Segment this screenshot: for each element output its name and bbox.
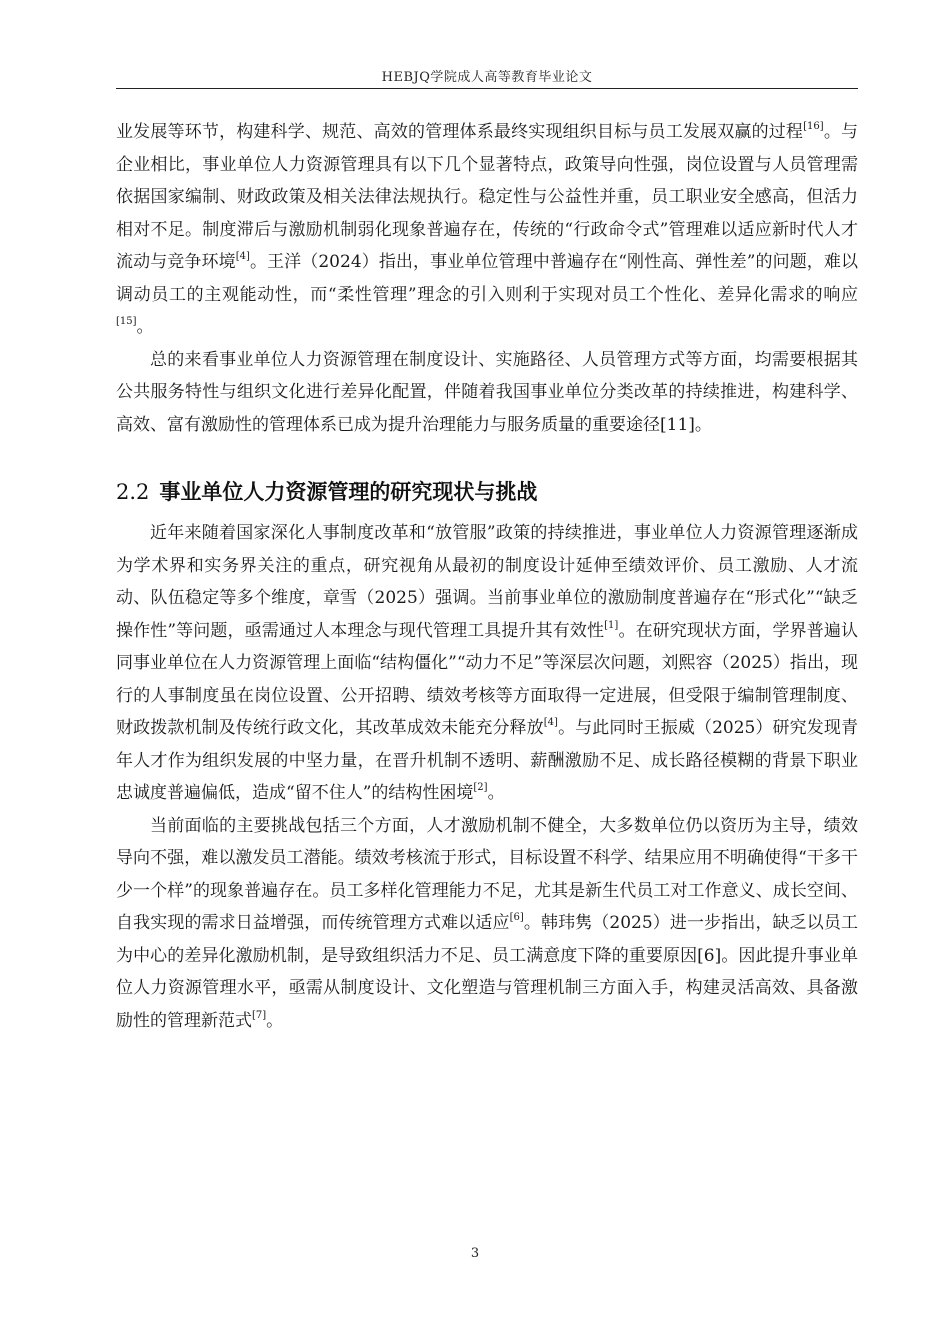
citation-ref: [4]	[235, 251, 250, 263]
paragraph-text: 。	[487, 783, 505, 803]
paragraph-text: 。	[136, 317, 154, 337]
paragraph-text: 。在研究现状方面，学界普遍认同事业单位在人力资源管理上面临“结构僵化”“动力不足”等深层次问题，刘熙容（2025）指出，现行的人事制度虽在岗位设置、公开招聘、绩效考核等方面取得一定进展，但受限于编制管理制度、财政拨款机制及传统行政文化，其改革成效未能充分释放	[116, 620, 858, 738]
page-body	[116, 116, 858, 1037]
section-number: 2.2	[116, 480, 150, 504]
paragraph-text: 。与企业相比，事业单位人力资源管理具有以下几个显著特点，政策导向性强，岗位设置与人员管理需依据国家编制、财政政策及相关法律法规执行。稳定性与公益性并重，员工职业安全感高，但活力相对不足。制度滞后与激励机制弱化现象普遍存在，传统的“行政命令式”管理难以适应新时代人才流动与竞争环境	[116, 122, 859, 272]
citation-ref: [15]	[116, 316, 137, 328]
paragraph-text: 。	[266, 1010, 284, 1031]
paragraph-text: 近年来随着国家深化人事制度改革和“放管服”政策的持续推进，事业单位人力资源管理逐渐成为学术界和实务界关注的重点，研究视角从最初的制度设计延伸至绩效评价、员工激励、人才流动、队伍稳定等多个维度，章雪（2025）强调。当前事业单位的激励制度普遍存在“形式化”“缺乏操作性”等问题，亟需通过人本理念与现代管理工具提升其有效性	[116, 523, 858, 641]
paragraph	[116, 344, 858, 442]
paragraph-text: 。王洋（2024）指出，事业单位管理中普遍存在“刚性高、弹性差”的问题，难以调动员工的主观能动性，而“柔性管理”理念的引入则利于实现对员工个性化、差异化需求的响应	[116, 252, 858, 305]
top-paragraphs	[116, 116, 858, 441]
paragraph-text: 。韩玮隽（2025）进一步指出，缺乏以员工为中心的差异化激励机制，是导致组织活力不足、员工满意度下降的重要原因[6]。因此提升事业单位人力资源管理水平，亟需从制度设计、文化塑造与管理机制三方面入手，构建灵活高效、具备激励性的管理新范式	[116, 913, 859, 1031]
citation-ref: [2]	[473, 782, 488, 794]
paragraph	[116, 517, 858, 810]
running-header: HEBJQ学院成人高等教育毕业论文	[381, 70, 593, 85]
paragraph	[116, 810, 858, 1038]
section-heading	[116, 475, 858, 509]
paragraph	[116, 116, 858, 344]
section-paragraphs	[116, 517, 858, 1037]
paragraph-text: 业发展等环节，构建科学、规范、高效的管理体系最终实现组织目标与员工发展双赢的过程	[116, 122, 804, 142]
page-number: 3	[470, 1246, 480, 1261]
paragraph-text: 当前面临的主要挑战包括三个方面，人才激励机制不健全，大多数单位仍以资历为主导，绩效导向不强，难以激发员工潜能。绩效考核流于形式，目标设置不科学、结果应用不明确使得“干多干少一个样”的现象普遍存在。员工多样化管理能力不足，尤其是新生代员工对工作意义、成长空间、自我实现的需求日益增强，而传统管理方式难以适应	[116, 815, 858, 933]
header-rule	[116, 88, 858, 89]
citation-ref: [1]	[604, 619, 619, 631]
citation-ref: [4]	[543, 717, 558, 729]
paragraph-text: 总的来看事业单位人力资源管理在制度设计、实施路径、人员管理方式等方面，均需要根据其公共服务特性与组织文化进行差异化配置，伴随着我国事业单位分类改革的持续推进，构建科学、高效、富有激励性的管理体系已成为提升治理能力与服务质量的重要途径[11]。	[116, 349, 858, 435]
paragraph-text: 。与此同时王振威（2025）研究发现青年人才作为组织发展的中坚力量，在晋升机制不透明、薪酬激励不足、成长路径模糊的背景下职业忠诚度普遍偏低，造成“留不住人”的结构性困境	[116, 718, 858, 803]
citation-ref: [16]	[803, 121, 824, 133]
citation-ref: [6]	[509, 912, 524, 924]
citation-ref: [7]	[252, 1009, 267, 1021]
section-title: 事业单位人力资源管理的研究现状与挑战	[159, 480, 538, 504]
